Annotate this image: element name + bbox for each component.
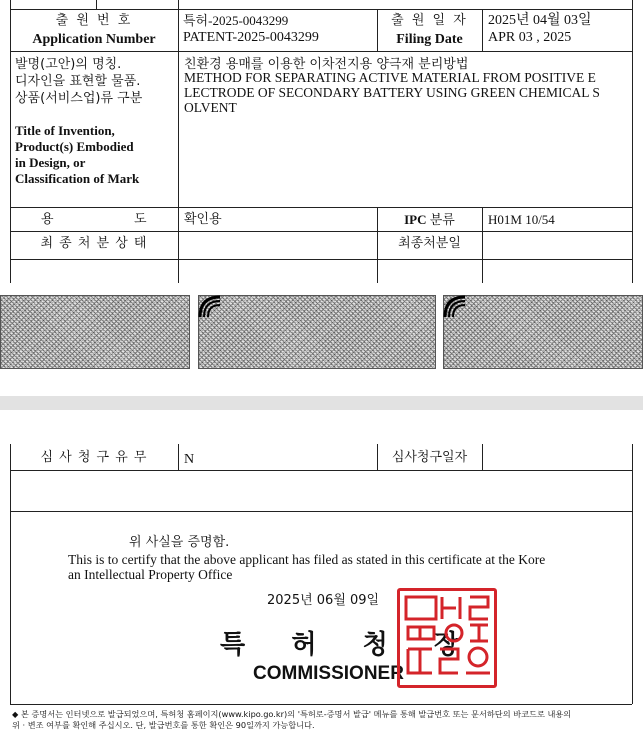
filing-date-en: APR 03 , 2025	[488, 30, 572, 45]
usage-value: 확인용	[184, 212, 222, 227]
title-label-ko-2: 디자인을 표현할 물품.	[15, 74, 141, 89]
filing-date-ko: 2025년 04월 03일	[488, 13, 592, 28]
filing-date-label-ko: 출 원 일 자	[391, 13, 468, 28]
certification-en-2: an Intellectual Property Office	[68, 567, 233, 582]
title-label-en-2: Product(s) Embodied	[15, 139, 134, 154]
title-label-en-3: in Design, or	[15, 155, 86, 170]
exam-divider-1	[178, 444, 179, 470]
clipped-border-right	[632, 0, 633, 9]
usage-label-b: 도	[134, 212, 147, 227]
row-rule-2	[10, 207, 632, 208]
clipped-border-left	[10, 0, 11, 9]
usage-label-a: 용	[41, 212, 54, 227]
security-swirl-icon	[443, 295, 467, 319]
header-divider-3	[482, 9, 483, 51]
row-rule-6	[10, 511, 632, 512]
row-rule-5	[10, 470, 632, 471]
table-border-right-2	[632, 444, 633, 704]
certification-date: 2025년 06월 09일	[267, 593, 380, 608]
security-pattern-left	[0, 295, 190, 369]
security-pattern-right	[443, 295, 643, 369]
table-top-rule	[10, 9, 632, 10]
usage-divider-3	[482, 207, 483, 283]
security-swirl-icon	[198, 295, 222, 319]
footer-note-1: ◆ 본 증명서는 인터넷으로 발급되었으며, 특허청 홈페이지(www.kipo.go.kr)의 '특허로-증명서 발급' 메뉴를 통해 발급번호 또는 문서하단의 바코드로 내용의	[12, 709, 572, 719]
ipc-label-bold: IPC	[404, 212, 427, 227]
row-rule-4	[10, 259, 632, 260]
filing-date-label-en: Filing Date	[396, 32, 463, 47]
row-rule-1	[10, 51, 632, 52]
title-label-en-1: Title of Invention,	[15, 123, 115, 138]
official-seal-icon	[397, 588, 497, 688]
issuer-title-ko: 특 허 청 장	[220, 630, 462, 660]
invention-title-en-2: LECTRODE OF SECONDARY BATTERY USING GREEN CHEMICAL S	[184, 85, 600, 100]
exam-request-label: 심 사 청 구 유 무	[40, 450, 148, 465]
final-status-label: 최 종 처 분 상 태	[40, 236, 148, 251]
seal-glyph-icon	[400, 591, 494, 685]
ipc-label-ko: 분류	[429, 213, 455, 228]
clipped-divider-2	[178, 0, 179, 9]
issuer-title-en: COMMISSIONER	[253, 663, 404, 684]
title-label-ko-3: 상품(서비스업)류 구분	[15, 91, 143, 106]
application-number-label-en: Application Number	[32, 32, 156, 47]
ipc-value: H01M 10/54	[488, 212, 555, 227]
application-number-en: PATENT-2025-0043299	[183, 30, 319, 45]
page-break-gap	[0, 396, 643, 410]
clipped-divider-1	[96, 0, 97, 9]
application-number-label-ko: 출 원 번 호	[55, 13, 133, 28]
title-label-en-4: Classification of Mark	[15, 171, 140, 186]
application-number-ko: 특허-2025-0043299	[183, 13, 289, 28]
certification-en-1: This is to certify that the above applicant has filed as stated in this certificate at the Kore	[68, 552, 546, 567]
final-date-label: 최종처분일	[398, 236, 461, 251]
invention-title-ko: 친환경 용매를 이용한 이차전지용 양극재 분리방법	[184, 57, 469, 72]
exam-request-value: N	[184, 452, 195, 467]
exam-request-date-label: 심사청구일자	[391, 450, 468, 465]
security-pattern-center	[198, 295, 436, 369]
invention-title-en-3: OLVENT	[184, 100, 237, 115]
footer-note-2: 위 · 변조 여부를 확인해 주십시오. 단, 발급번호를 통한 확인은 90일까지 가능합니다.	[12, 720, 315, 730]
table-border-right	[632, 9, 633, 283]
invention-title-en-1: METHOD FOR SEPARATING ACTIVE MATERIAL FROM POSITIVE E	[184, 70, 596, 85]
row-rule-3	[10, 231, 632, 232]
exam-divider-3	[482, 444, 483, 470]
table-bottom-rule	[10, 704, 632, 705]
ipc-label	[377, 212, 482, 228]
title-label-ko-1: 발명(고안)의 명칭.	[15, 57, 122, 72]
table-border-left-2	[10, 444, 11, 704]
certification-ko: 위 사실을 증명함.	[129, 535, 230, 550]
